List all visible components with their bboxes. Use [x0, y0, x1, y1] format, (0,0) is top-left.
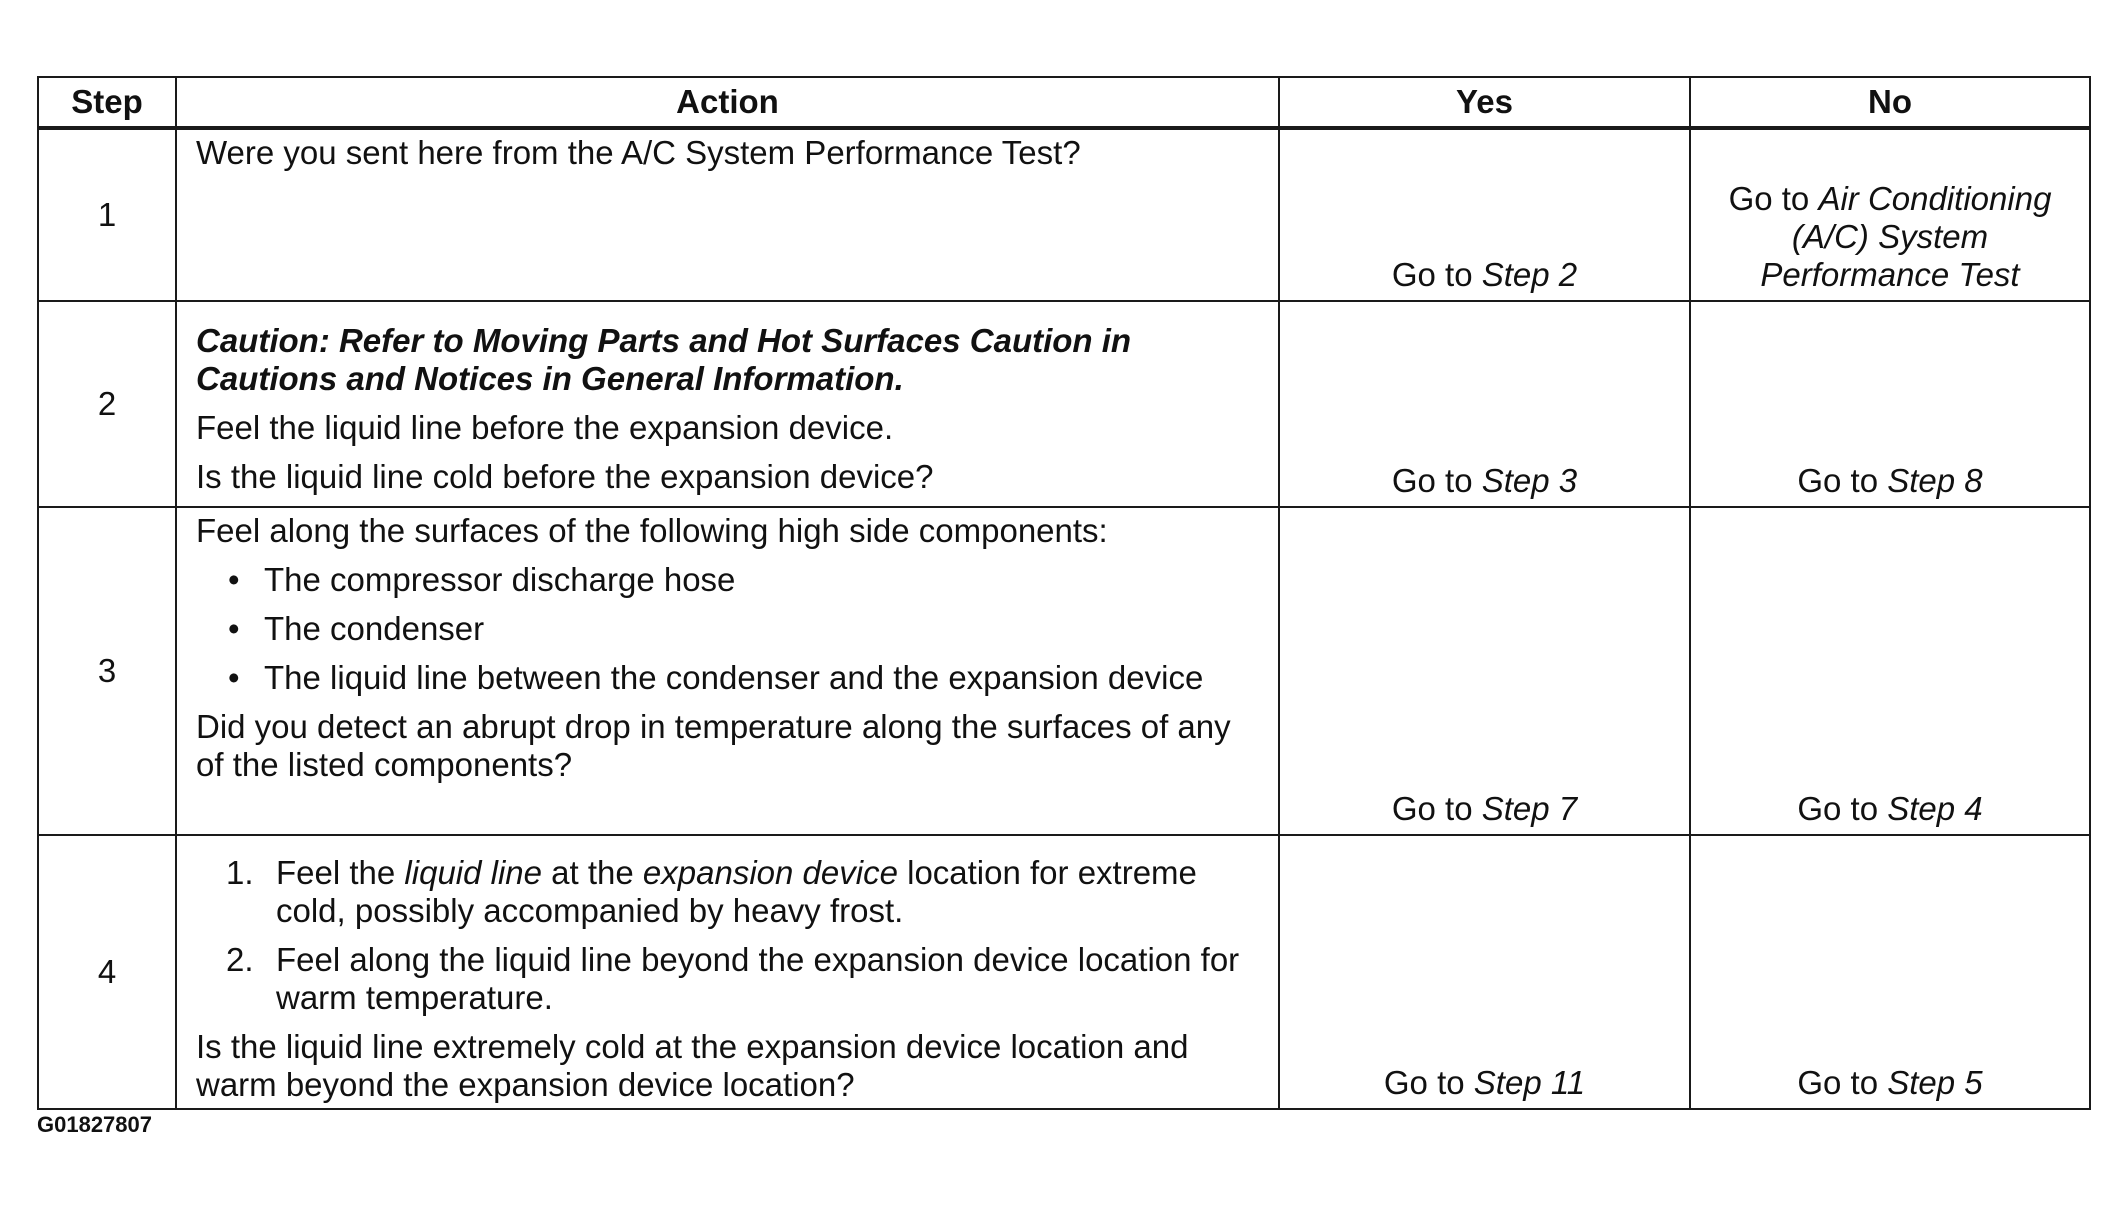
header-no: No: [1690, 77, 2090, 128]
yes-cell: [1279, 507, 1690, 835]
no-prefix: Go to: [1797, 790, 1879, 827]
table-row: [38, 301, 2090, 507]
procedure-text-italic: liquid line: [404, 854, 543, 891]
procedure-list: [196, 854, 1260, 1017]
table-row: [38, 507, 2090, 835]
action-cell: [176, 301, 1279, 507]
yes-prefix: Go to: [1391, 256, 1473, 293]
no-cell: [1690, 301, 2090, 507]
table-row: [38, 128, 2090, 301]
action-question: Is the liquid line cold before the expansion device?: [196, 458, 934, 495]
yes-target-link[interactable]: Step 3: [1481, 462, 1578, 499]
step-number: 2: [38, 301, 176, 507]
figure-id: G01827807: [37, 1112, 152, 1137]
yes-cell: [1279, 128, 1690, 301]
no-cell: [1690, 128, 2090, 301]
header-action: Action: [176, 77, 1279, 128]
no-prefix: Go to: [1797, 1064, 1879, 1101]
no-cell: [1690, 835, 2090, 1109]
list-item: • The liquid line between the condenser and the expansion device: [196, 659, 1260, 697]
action-question: Is the liquid line extremely cold at the expansion device location and warm beyond the expansion device location?: [196, 1028, 1189, 1103]
yes-prefix: Go to: [1391, 790, 1473, 827]
action-cell: [176, 835, 1279, 1109]
step-number: 1: [38, 128, 176, 301]
action-cell: [176, 507, 1279, 835]
no-prefix: Go to: [1797, 462, 1879, 499]
caution-text: Caution: Refer to Moving Parts and Hot Surfaces Caution in Cautions and Notices in General Information.: [196, 322, 1132, 397]
procedure-text: Feel the: [276, 854, 405, 891]
list-number: 2.: [226, 941, 254, 978]
no-prefix: Go to: [1728, 180, 1810, 217]
component-list: [196, 561, 1260, 697]
action-question: Did you detect an abrupt drop in temperature along the surfaces of any of the listed components?: [196, 708, 1231, 783]
step-number: 3: [38, 507, 176, 835]
list-item: • The compressor discharge hose: [196, 561, 1260, 599]
action-cell: [176, 128, 1279, 301]
procedure-text: location for extreme cold, possibly accompanied by heavy frost.: [276, 854, 1197, 929]
procedure-text-italic: expansion device: [642, 854, 898, 891]
action-question: Were you sent here from the A/C System Performance Test?: [196, 134, 1081, 171]
yes-cell: [1279, 301, 1690, 507]
step-number: 4: [38, 835, 176, 1109]
list-item: [196, 941, 1260, 1017]
yes-prefix: Go to: [1383, 1064, 1465, 1101]
action-instruction: Feel the liquid line before the expansion device.: [196, 409, 894, 446]
diagnostic-table: [37, 76, 2091, 1110]
no-target-link[interactable]: Step 4: [1887, 790, 1983, 827]
list-number: 1.: [226, 854, 254, 891]
no-cell: [1690, 507, 2090, 835]
header-yes: Yes: [1279, 77, 1690, 128]
no-target-link[interactable]: Step 5: [1887, 1064, 1983, 1101]
action-intro: Feel along the surfaces of the following high side components:: [196, 512, 1108, 549]
procedure-text: Feel along the liquid line beyond the expansion device location for warm temperature.: [276, 941, 1240, 1016]
no-target-link[interactable]: Air Conditioning (A/C) System Performance Test: [1760, 180, 2052, 293]
list-item: [196, 854, 1260, 930]
list-item: • The condenser: [196, 610, 1260, 648]
header-step: Step: [38, 77, 176, 128]
yes-target-link[interactable]: Step 2: [1481, 256, 1578, 293]
no-target-link[interactable]: Step 8: [1887, 462, 1983, 499]
yes-prefix: Go to: [1391, 462, 1473, 499]
procedure-text: at the: [542, 854, 643, 891]
table-row: [38, 835, 2090, 1109]
header-row: [38, 77, 2090, 128]
yes-target-link[interactable]: Step 7: [1481, 790, 1578, 827]
yes-target-link[interactable]: Step 11: [1473, 1064, 1586, 1101]
yes-cell: [1279, 835, 1690, 1109]
